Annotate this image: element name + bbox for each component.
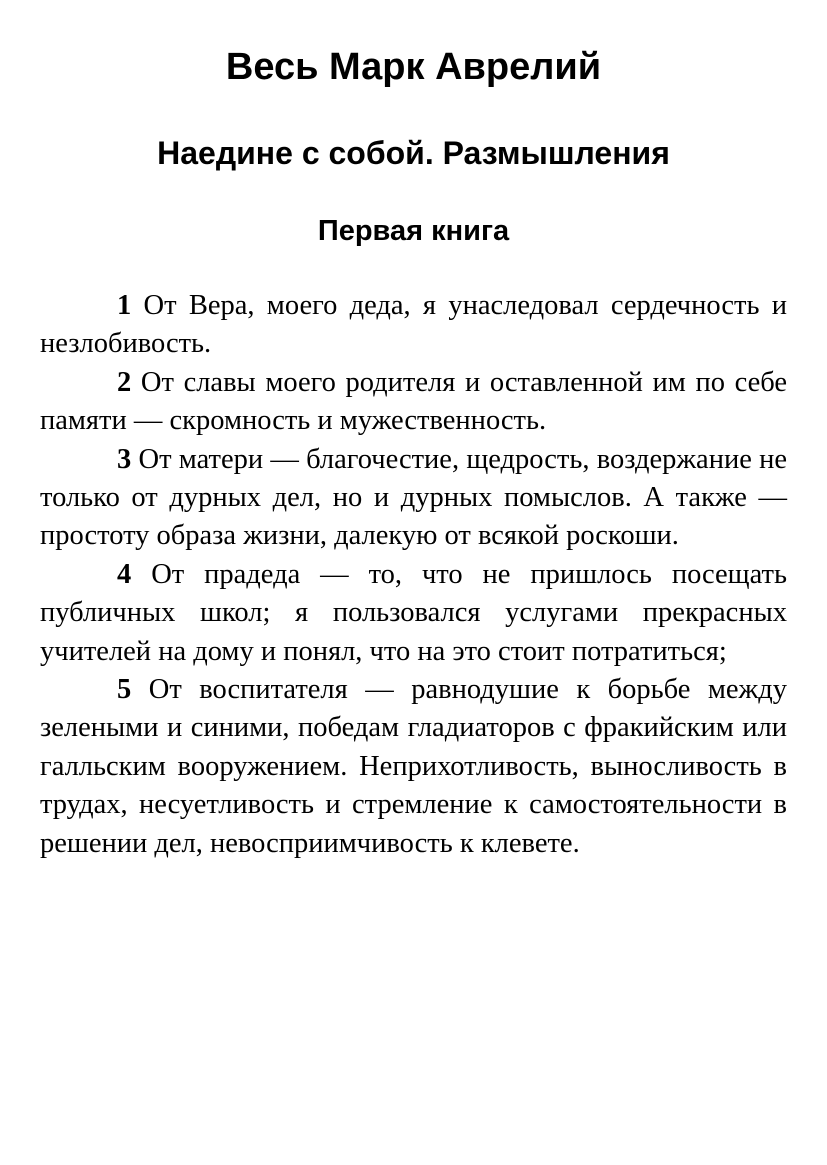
document-page [40,0,787,863]
chapter-title: Первая книга [317,215,510,247]
paragraph-text: От Вера, моего деда, я унаследовал сердечность и незлобивость. [40,290,787,360]
paragraph-number: 4 [117,558,132,590]
paragraph-text: От воспитателя — равнодушие к борьбе между зелеными и синими, победам гладиаторов с фракийским или галльским вооружением. Неприхотливость, выносливость в трудах, несуетливость и стремление к самостоятельности в решении дел, невосприимчивость к клевете. [40,674,788,859]
paragraph-5 [40,671,787,863]
paragraph-3 [40,441,787,556]
paragraph-number: 1 [117,290,132,321]
paragraph-text: От прадеда — то, что не пришлось посещать публичных школ; я пользовался услугами прекрасных учителей на дому и понял, что на это стоит потратиться; [40,558,787,667]
body-text [40,287,787,863]
paragraph-1 [40,287,787,364]
paragraph-4 [40,556,787,671]
paragraph-text: От матери — благочестие, щедрость, воздержание не только от дурных дел, но и дурных помыслов. А также — простоту образа жизни, далекую от всякой роскоши. [40,443,788,552]
paragraph-2 [40,364,787,441]
paragraph-text: От славы моего родителя и оставленной им по себе памяти — скромность и мужественность. [40,366,787,437]
paragraph-number: 2 [117,366,132,398]
book-title: Весь Марк Аврелий [225,46,602,88]
work-title: Наедине с собой. Размышления [157,135,670,171]
paragraph-number: 5 [117,674,132,706]
paragraph-number: 3 [117,443,132,475]
